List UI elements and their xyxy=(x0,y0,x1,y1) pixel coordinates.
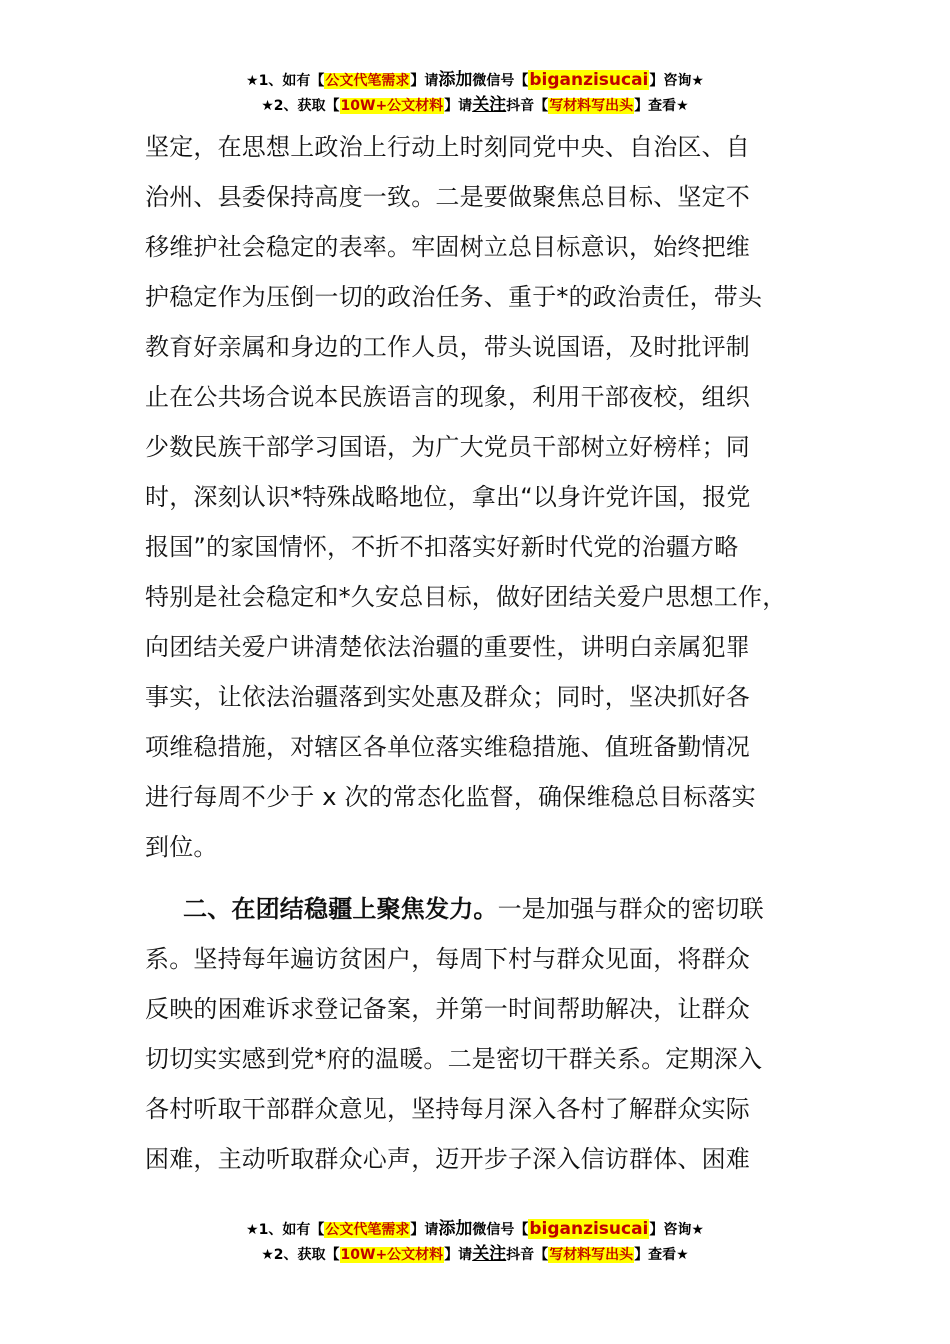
banner-highlight: 公文代笔需求 xyxy=(325,73,410,89)
paragraph-line: 治州、县委保持高度一致。二是要做聚焦总目标、坚定不 xyxy=(145,183,750,211)
banner-line-1 xyxy=(0,1217,950,1242)
paragraph-line: 特别是社会稳定和*久安总目标，做好团结关爱户思想工作， xyxy=(145,583,787,611)
banner-line-1 xyxy=(0,68,950,93)
paragraph-line: 教育好亲属和身边的工作人员，带头说国语，及时批评制 xyxy=(145,333,750,361)
banner-text: 抖音【 xyxy=(506,1247,549,1263)
banner-emphasis: 添加 xyxy=(438,70,473,90)
paragraph-line: 止在公共场合说本民族语言的现象，利用干部夜校，组织 xyxy=(145,383,750,411)
paragraph-line: 坚定，在思想上政治上行动上时刻同党中央、自治区、自 xyxy=(145,133,750,161)
paragraph-line: 少数民族干部学习国语，为广大党员干部树立好榜样；同 xyxy=(145,433,750,461)
paragraph-text: 一是加强与群众的密切联 xyxy=(497,895,764,923)
douyin-id-highlight: 写材料写出头 xyxy=(549,98,634,114)
banner-text: ★2、获取【 xyxy=(261,98,340,114)
banner-emphasis: 添加 xyxy=(438,1219,473,1239)
banner-text: 微信号【 xyxy=(472,73,529,89)
paragraph-line: 护稳定作为压倒一切的政治任务、重于*的政治责任，带头 xyxy=(145,283,763,311)
paragraph-gap xyxy=(145,872,835,884)
banner-text: ★2、获取【 xyxy=(261,1247,340,1263)
paragraph-line: 项维稳措施，对辖区各单位落实维稳措施、值班备勤情况 xyxy=(145,733,750,761)
banner-text: 】查看★ xyxy=(634,98,689,114)
paragraph-line: 反映的困难诉求登记备案，并第一时间帮助解决，让群众 xyxy=(145,995,750,1023)
header-banner xyxy=(0,68,950,118)
banner-text: 】咨询★ xyxy=(649,1222,704,1238)
banner-emphasis: 关注 xyxy=(472,95,507,115)
paragraph-first-line xyxy=(145,884,835,934)
section-heading: 二、在团结稳疆上聚焦发力。 xyxy=(183,895,498,923)
banner-line-2 xyxy=(0,93,950,118)
wechat-id-highlight: biganzisucai xyxy=(529,1219,649,1239)
paragraph-line: 事实，让依法治疆落到实处惠及群众；同时，坚决抓好各 xyxy=(145,683,750,711)
banner-text: 】请 xyxy=(410,1222,439,1238)
banner-text: ★1、如有【 xyxy=(246,73,325,89)
banner-text: 】请 xyxy=(444,98,473,114)
footer-banner xyxy=(0,1217,950,1267)
paragraph-line: 系。坚持每年遍访贫困户，每周下村与群众见面，将群众 xyxy=(145,945,750,973)
paragraph-line: 进行每周不少于 x 次的常态化监督，确保维稳总目标落实 xyxy=(145,783,756,811)
document-body xyxy=(145,122,835,1184)
banner-text: 】请 xyxy=(444,1247,473,1263)
banner-text: 微信号【 xyxy=(472,1222,529,1238)
banner-highlight: 公文代笔需求 xyxy=(325,1222,410,1238)
banner-text: ★1、如有【 xyxy=(246,1222,325,1238)
paragraph-line: 向团结关爱户讲清楚依法治疆的重要性，讲明白亲属犯罪 xyxy=(145,633,750,661)
paragraph-line: 切切实实感到党*府的温暖。二是密切干群关系。定期深入 xyxy=(145,1045,763,1073)
paragraph-line: 移维护社会稳定的表率。牢固树立总目标意识，始终把维 xyxy=(145,233,750,261)
paragraph-line: 时，深刻认识*特殊战略地位，拿出“以身许党许国，报党 xyxy=(145,483,751,511)
banner-text: 】查看★ xyxy=(634,1247,689,1263)
paragraph-line: 各村听取干部群众意见，坚持每月深入各村了解群众实际 xyxy=(145,1095,750,1123)
paragraph-line: 到位。 xyxy=(145,833,218,861)
banner-highlight: 10W+公文材料 xyxy=(340,1247,444,1263)
paragraph-line: 报国”的家国情怀，不折不扣落实好新时代党的治疆方略 xyxy=(145,533,739,561)
wechat-id-highlight: biganzisucai xyxy=(529,70,649,90)
banner-line-2 xyxy=(0,1242,950,1267)
paragraph-line: 困难，主动听取群众心声，迈开步子深入信访群体、困难 xyxy=(145,1145,750,1173)
douyin-id-highlight: 写材料写出头 xyxy=(549,1247,634,1263)
banner-emphasis: 关注 xyxy=(472,1244,507,1264)
banner-text: 抖音【 xyxy=(506,98,549,114)
banner-text: 】请 xyxy=(410,73,439,89)
banner-text: 】咨询★ xyxy=(649,73,704,89)
banner-highlight: 10W+公文材料 xyxy=(340,98,444,114)
